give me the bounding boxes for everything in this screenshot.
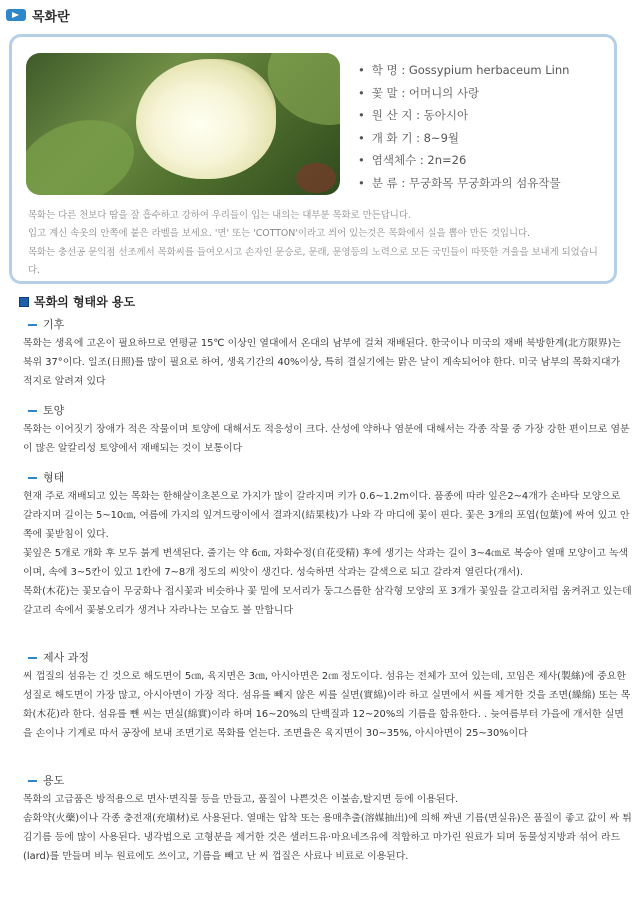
fact-origin: • 원 산 지 : 동아시아	[358, 104, 569, 127]
facts-list	[358, 59, 569, 194]
paragraph: 솜화약(火藥)이나 각종 충전재(充塡材)로 사용된다. 열매는 압착 또는 용매추출(溶媒抽出)에 의해 짜낸 기름(면실유)은 품질이 좋고 값이 싸 튀김기름 등에 많이 사용된다. 냉각법으로 고형분을 제거한 것은 샐러드유·마요네즈유에 적합하고 마가린 원료가 되며 동물성지방과 섞어 라드(lard)를 만들며 비누 원료에도 쓰이고, 기름을 빼고 난 씨 껍질은 사료나 비료로 이용된다.	[23, 813, 632, 862]
subsection-form	[20, 469, 632, 620]
intro-line: 목화는 다른 천보다 땀을 잘 흡수하고 강하여 우리들이 입는 내의는 대부분 목화로 만든답니다.	[28, 210, 411, 221]
fact-chromosomes: • 염색체수 : 2n=26	[358, 149, 569, 172]
dash-icon	[28, 780, 37, 782]
info-box	[9, 34, 617, 284]
fact-classification: • 분 류 : 무궁화목 무궁화과의 섬유작물	[358, 172, 569, 195]
paragraph: 목화(木花)는 꽃모습이 무궁화나 접시꽃과 비슷하나 꽃 밑에 모서리가 둥그스름한 삼각형 모양의 포 3개가 꽃잎을 갈고리처럼 움켜쥐고 있는데 갈고리 속에서 꽃봉오리가 생겨나 자라나는 모습도 볼 만합니다	[23, 586, 632, 616]
dash-icon	[28, 324, 37, 326]
paragraph: 씨 껍질의 섬유는 긴 것으로 해도면이 5㎝, 육지면은 3㎝, 아시아면은 2㎝ 정도이다. 섬유는 전체가 꼬여 있는데, 꼬임은 제사(製絲)에 중요한 성질로 해도면이 가장 많고, 아시아면이 가장 적다. 섬유를 빼지 않은 씨를 실면(實綿)이라 하고 실면에서 씨를 제거한 것을 조면(繰綿) 또는 목화(木花)라 한다. 섬유를 뺀 씨는 면실(綿實)이라 하며 16~20%의 단백질과 12~20%의 기름을 함유한다. . 늦여름부터 가을에 개서한 실면을 손이나 기계로 따서 공장에 보내 조면기로 목화를 얻는다. 조면율은 육지면이 30~35%, 아시아면이 25~30%이다	[23, 671, 631, 739]
page-header	[6, 6, 70, 24]
subsection-heading: 용도	[43, 774, 65, 787]
subsection-soil	[20, 402, 632, 458]
subsection-climate	[20, 316, 632, 391]
section-header	[19, 293, 135, 310]
dash-icon	[28, 657, 37, 659]
subsection-heading: 기후	[43, 318, 65, 331]
page-title: 목화란	[32, 9, 70, 25]
paragraph: 목화는 생육에 고온이 필요하므로 연평균 15℃ 이상인 열대에서 온대의 남부에 걸쳐 재배된다. 한국이나 미국의 재배 북방한계(北方限界)는 북위 37°이다. 일조(日照)를 많이 필요로 하여, 생육기간의 40%이상, 특히 결실기에는 맑은 날이 계속되어야 한다. 미국 남부의 목화지대가 적지로 알려져 있다	[23, 338, 622, 387]
fact-scientific-name: • 학 명 : Gossypium herbaceum Linn	[358, 59, 569, 82]
paragraph: 꽃잎은 5개로 개화 후 모두 붉게 변색된다. 줄기는 약 6㎝, 자화수정(自花受精) 후에 생기는 삭과는 길이 3~4㎝로 복숭아 열매 모양이고 녹색이며, 속에 3~5칸이 있고 1칸에 7~8개 정도의 씨앗이 생긴다. 성숙하면 삭과는 갈색으로 되고 갈라져 열린다(개서).	[23, 548, 629, 578]
cotton-flower-photo	[26, 53, 340, 195]
square-bullet-icon	[19, 297, 29, 307]
intro-text	[28, 207, 604, 281]
paragraph: 현재 주로 재배되고 있는 목화는 한해살이초본으로 가지가 많이 갈라지며 키가 0.6~1.2m이다. 품종에 따라 잎은2~4개가 손바닥 모양으로 갈라지며 길이는 5~10㎝, 여름에 가지의 잎겨드랑이에서 결과지(結果枝)가 나와 각 마디에 꽃이 핀다. 꽃은 3개의 포엽(包葉)에 싸여 있고 안쪽에 꽃받침이 있다.	[23, 491, 630, 540]
fact-flower-language: • 꽃 말 : 어머니의 사랑	[358, 82, 569, 105]
subsection-uses	[20, 772, 632, 866]
dash-icon	[28, 477, 37, 479]
fact-bloom-period: • 개 화 기 : 8~9월	[358, 127, 569, 150]
paragraph: 목화는 이어짓기 장애가 적은 작물이며 토양에 대해서도 적응성이 크다. 산성에 약하나 염분에 대해서는 각종 작물 중 가장 강한 편이므로 염분이 많은 알칼리성 토양에서 재배되는 것이 보통이다	[23, 424, 630, 454]
subsection-heading: 제사 과정	[43, 651, 90, 664]
subsection-heading: 형태	[43, 471, 65, 484]
intro-line: 입고 계신 속옷의 안쪽에 붙은 라벨을 보세요. '면' 또는 'COTTON'이라고 씌어 있는것은 목화에서 실을 뽑아 만든 것입니다.	[28, 228, 531, 240]
subsection-spinning	[20, 649, 632, 743]
arrow-icon	[6, 9, 26, 21]
dash-icon	[28, 410, 37, 412]
paragraph: 목화의 고급품은 방적용으로 면사·면직물 등을 만들고, 품질이 나쁜것은 이불솜,탈지면 등에 이용된다.	[23, 794, 459, 805]
intro-line: 목화는 충선공 문익점 선조께서 목화씨를 들여오시고 손자인 문승로, 문래, 문영등의 노력으로 모든 국민들이 따뜻한 겨울을 보내게 되었습니다.	[28, 246, 598, 277]
subsection-heading: 토양	[43, 404, 65, 417]
section-title: 목화의 형태와 용도	[34, 295, 136, 309]
